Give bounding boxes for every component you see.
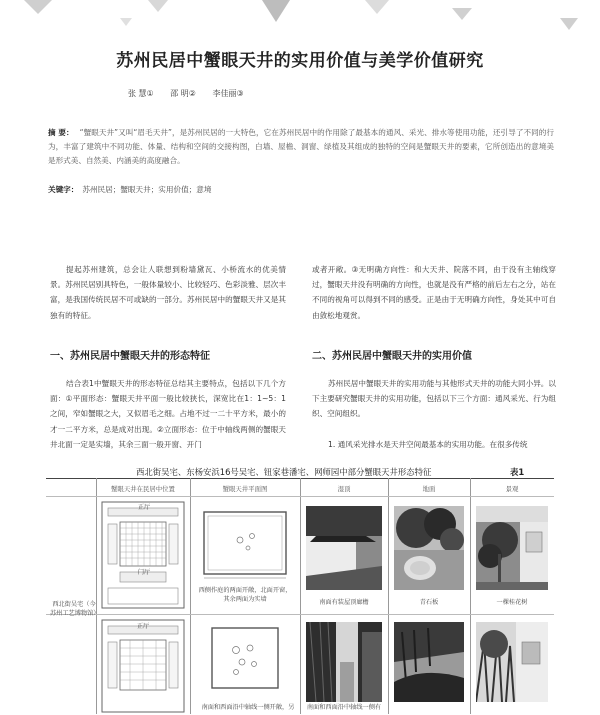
ground-photo — [394, 622, 464, 702]
keywords-label: 关键字： — [48, 185, 79, 194]
row1-plan-caption: 西侧作庭的两面开敞，北面开窗，其余两面为实墙 — [198, 587, 292, 603]
keywords — [48, 184, 211, 195]
section-heading: 一、苏州民居中蟹眼天井的形态特征 — [50, 351, 210, 362]
table-header: 景观 — [505, 485, 519, 493]
courtyard-plan-diagram — [196, 502, 294, 582]
section2-paragraph: 苏州民居中蟹眼天井的实用功能与其他形式天井的功能大同小异。以下主要研究蟹眼天井的实用功能，包括以下三个方面：通风采光、行为组织、空间组织。 — [312, 379, 556, 419]
section1-paragraph: 结合表1中蟹眼天井的形态特征总结其主要特点，包括以下几个方面：①平面形态：蟹眼天井平面一般比较狭长，深宽比在1：1~5：1之间，窄如蟹眼之大，又似眉毛之细。占地不过一二十平方米，最小的才一二平方米，总是成对出现。②立面形态：位于中轴线两侧的蟹眼天井北面一定是实墙，其余三面一般开窗、开门 — [50, 379, 286, 449]
row-label: 西北街吴宅（今苏州工艺博物馆） — [50, 601, 100, 617]
table-header: 蟹眼天井在民居中位置 — [111, 485, 175, 493]
author-list — [128, 88, 258, 99]
table-divider — [96, 478, 97, 714]
decor-triangle — [452, 8, 472, 20]
row1-ground-caption: 青石板 — [419, 599, 439, 606]
author: 李佳丽③ — [212, 89, 244, 98]
table-number: 表1 — [510, 467, 525, 477]
table-header: 湿顶 — [337, 485, 351, 493]
site-plan-diagram — [100, 618, 186, 714]
landscape-photo — [476, 506, 548, 590]
abstract-text: “蟹眼天井”又叫“眉毛天井”，是苏州民居的一大特色，它在苏州民居中的作用除了最基本的通风、采光、排水等使用功能，还引导了不同的行为，丰富了建筑中不同功能、体量、结构和空间的交接构图，白墙、屋檐、洞窗、绿植及其组成的独特的空间是蟹眼天井的要素，它所创造出的意境美是形式美、自然美、内涵美的高度融合。 — [48, 128, 554, 165]
table-header: 蟹眼天井平面图 — [222, 485, 268, 493]
abstract — [48, 126, 554, 167]
decor-triangle — [262, 0, 290, 22]
intro-paragraph: 提起苏州建筑，总会让人联想到粉墙黛瓦、小桥流水的优美情景。苏州民居别具特色，一般体量较小、比较轻巧、色彩淡雅、层次丰富，是我国传统民居不可或缺的一部分。苏州民居中的蟹眼天井又是其独有的特征。 — [50, 265, 286, 320]
landscape-photo — [476, 622, 548, 702]
courtyard-photo — [306, 622, 382, 702]
keywords-text: 苏州民居；蟹眼天井；实用价值；意境 — [82, 185, 212, 194]
row2-plan-caption: 南面和西面沿中轴线一侧开敞，另 — [201, 704, 295, 711]
author: 张 慧① — [128, 89, 154, 98]
plan-label: 正厅 — [137, 504, 151, 511]
decor-triangle — [560, 18, 578, 30]
plan-label: 门厅 — [137, 569, 151, 576]
row1-roof-caption: 南面有装屋顶廊檐 — [319, 599, 369, 606]
table-header: 地面 — [422, 485, 436, 493]
site-plan-diagram — [100, 500, 186, 610]
courtyard-plan-diagram — [196, 620, 294, 700]
table-rule — [46, 496, 554, 497]
decor-triangle — [365, 0, 389, 14]
decor-triangle — [22, 0, 54, 14]
table-rule — [46, 614, 554, 615]
table-caption: 西北街吴宅、东杨安浜16号吴宅、钮家巷潘宅、网师园中部分蟹眼天井形态特征 — [136, 467, 432, 477]
table-divider — [190, 478, 191, 714]
section-heading: 二、苏州民居中蟹眼天井的实用价值 — [312, 351, 472, 362]
row2-roof-caption: 南面和西面沿中轴线一侧有 — [306, 704, 382, 711]
table-divider — [300, 478, 301, 714]
abstract-label: 摘 要： — [48, 128, 74, 137]
decor-triangle — [120, 18, 132, 26]
paper-title: 苏州民居中蟹眼天井的实用价值与美学价值研究 — [116, 51, 484, 71]
plan-label: 正厅 — [136, 623, 150, 630]
author: 邵 明② — [170, 89, 196, 98]
decor-triangle — [148, 0, 168, 12]
courtyard-photo — [306, 506, 382, 590]
ground-photo — [394, 506, 464, 590]
table-divider — [388, 478, 389, 714]
row1-landscape-caption: 一棵桂花树 — [496, 599, 528, 606]
section2-item: 1. 通风采光排水是天井空间最基本的实用功能。在很多传统 — [328, 440, 528, 449]
table-divider — [470, 478, 471, 714]
right-intro-paragraph: 或者开敞。③无明确方向性：和大天井、院落不同，由于没有主轴线穿过，蟹眼天井没有明确的方向性，也就是没有严格的前后左右之分，站在不同的视角可以得到不同的感受。正是由于无明确方向性，身处其中可自由敛松地观赏。 — [312, 265, 556, 320]
